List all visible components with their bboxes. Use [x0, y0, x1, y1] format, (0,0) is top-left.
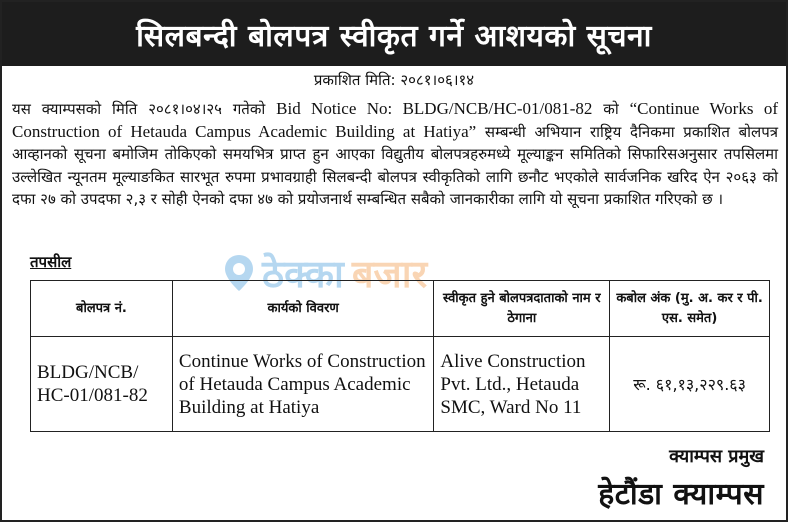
signoff-role: क्याम्पस प्रमुख [669, 446, 764, 467]
cell-bid-number: BLDG/NCB/ HC-01/081-82 [31, 337, 173, 432]
section-label: तपसील [30, 253, 72, 271]
table-row [31, 337, 770, 432]
body-intro: यस क्याम्पसको मिति २०८१।०४।२५ गतेको [12, 100, 277, 118]
watermark-text-2: बजार [351, 252, 428, 296]
published-date: प्रकाशित मिति: २०८१।०६।१४ [313, 71, 475, 89]
details-table [30, 280, 770, 432]
body-main: सम्बन्धी अभियान राष्ट्रिय दैनिकमा प्रकाशित बोलपत्र आव्हानको सूचना बमोजिम तोकिएको समयभित्र प्राप्त हुन आएका विद्युतीय बोलपत्रहरुमध्ये मूल्याङ्कन समितिको सिफारिसअनुसार तपसिलमा उल्लेखित न्यूनतम मूल्याङकित सारभूत रुपमा प्रभावग्राही सिलबन्दी बोलपत्र स्वीकृतिको लागि छनौट भएकोले सार्वजनिक खरिद ऐन २०६३ को दफा २७ को उपदफा २,३ र सोही ऐनको दफा ४७ को प्रयोजनार्थ सम्बन्धित सबैको जानकारीका लागि यो सूचना प्रकाशित गरिएको छ । [12, 122, 778, 208]
watermark-text-1: ठेक्का [262, 252, 344, 296]
notice-title: सिलबन्दी बोलपत्र स्वीकृत गर्ने आशयको सूचना [2, 2, 786, 66]
header-bid-amount: कबोल अंक (मु. अ. कर र पी. एस. समेत) [610, 281, 770, 337]
header-bid-number: बोलपत्र नं. [31, 281, 173, 337]
body-connector: को [592, 100, 630, 118]
bid-notice-number: Bid Notice No: BLDG/NCB/HC-01/081-82 [276, 99, 593, 118]
signoff-organization: हेटौंडा क्याम्पस [598, 477, 764, 512]
table-header-row [31, 281, 770, 337]
project-title-quote: “Continue Works of Construction of Hetauda Campus Academic Building at Hatiya” [12, 99, 778, 141]
cell-work-description: Continue Works of Construction of Hetauda Campus Academic Building at Hatiya [172, 337, 433, 432]
cell-bidder: Alive Construction Pvt. Ltd., Hetauda SMC, Ward No 11 [434, 337, 610, 432]
cell-bid-amount: रू. ६१,१३,२२९.६३ [610, 337, 770, 432]
notice-body [12, 98, 778, 211]
header-work-description: कार्यको विवरण [172, 281, 433, 337]
header-bidder-name-address: स्वीकृत हुने बोलपत्रदाताको नाम र ठेगाना [434, 281, 610, 337]
